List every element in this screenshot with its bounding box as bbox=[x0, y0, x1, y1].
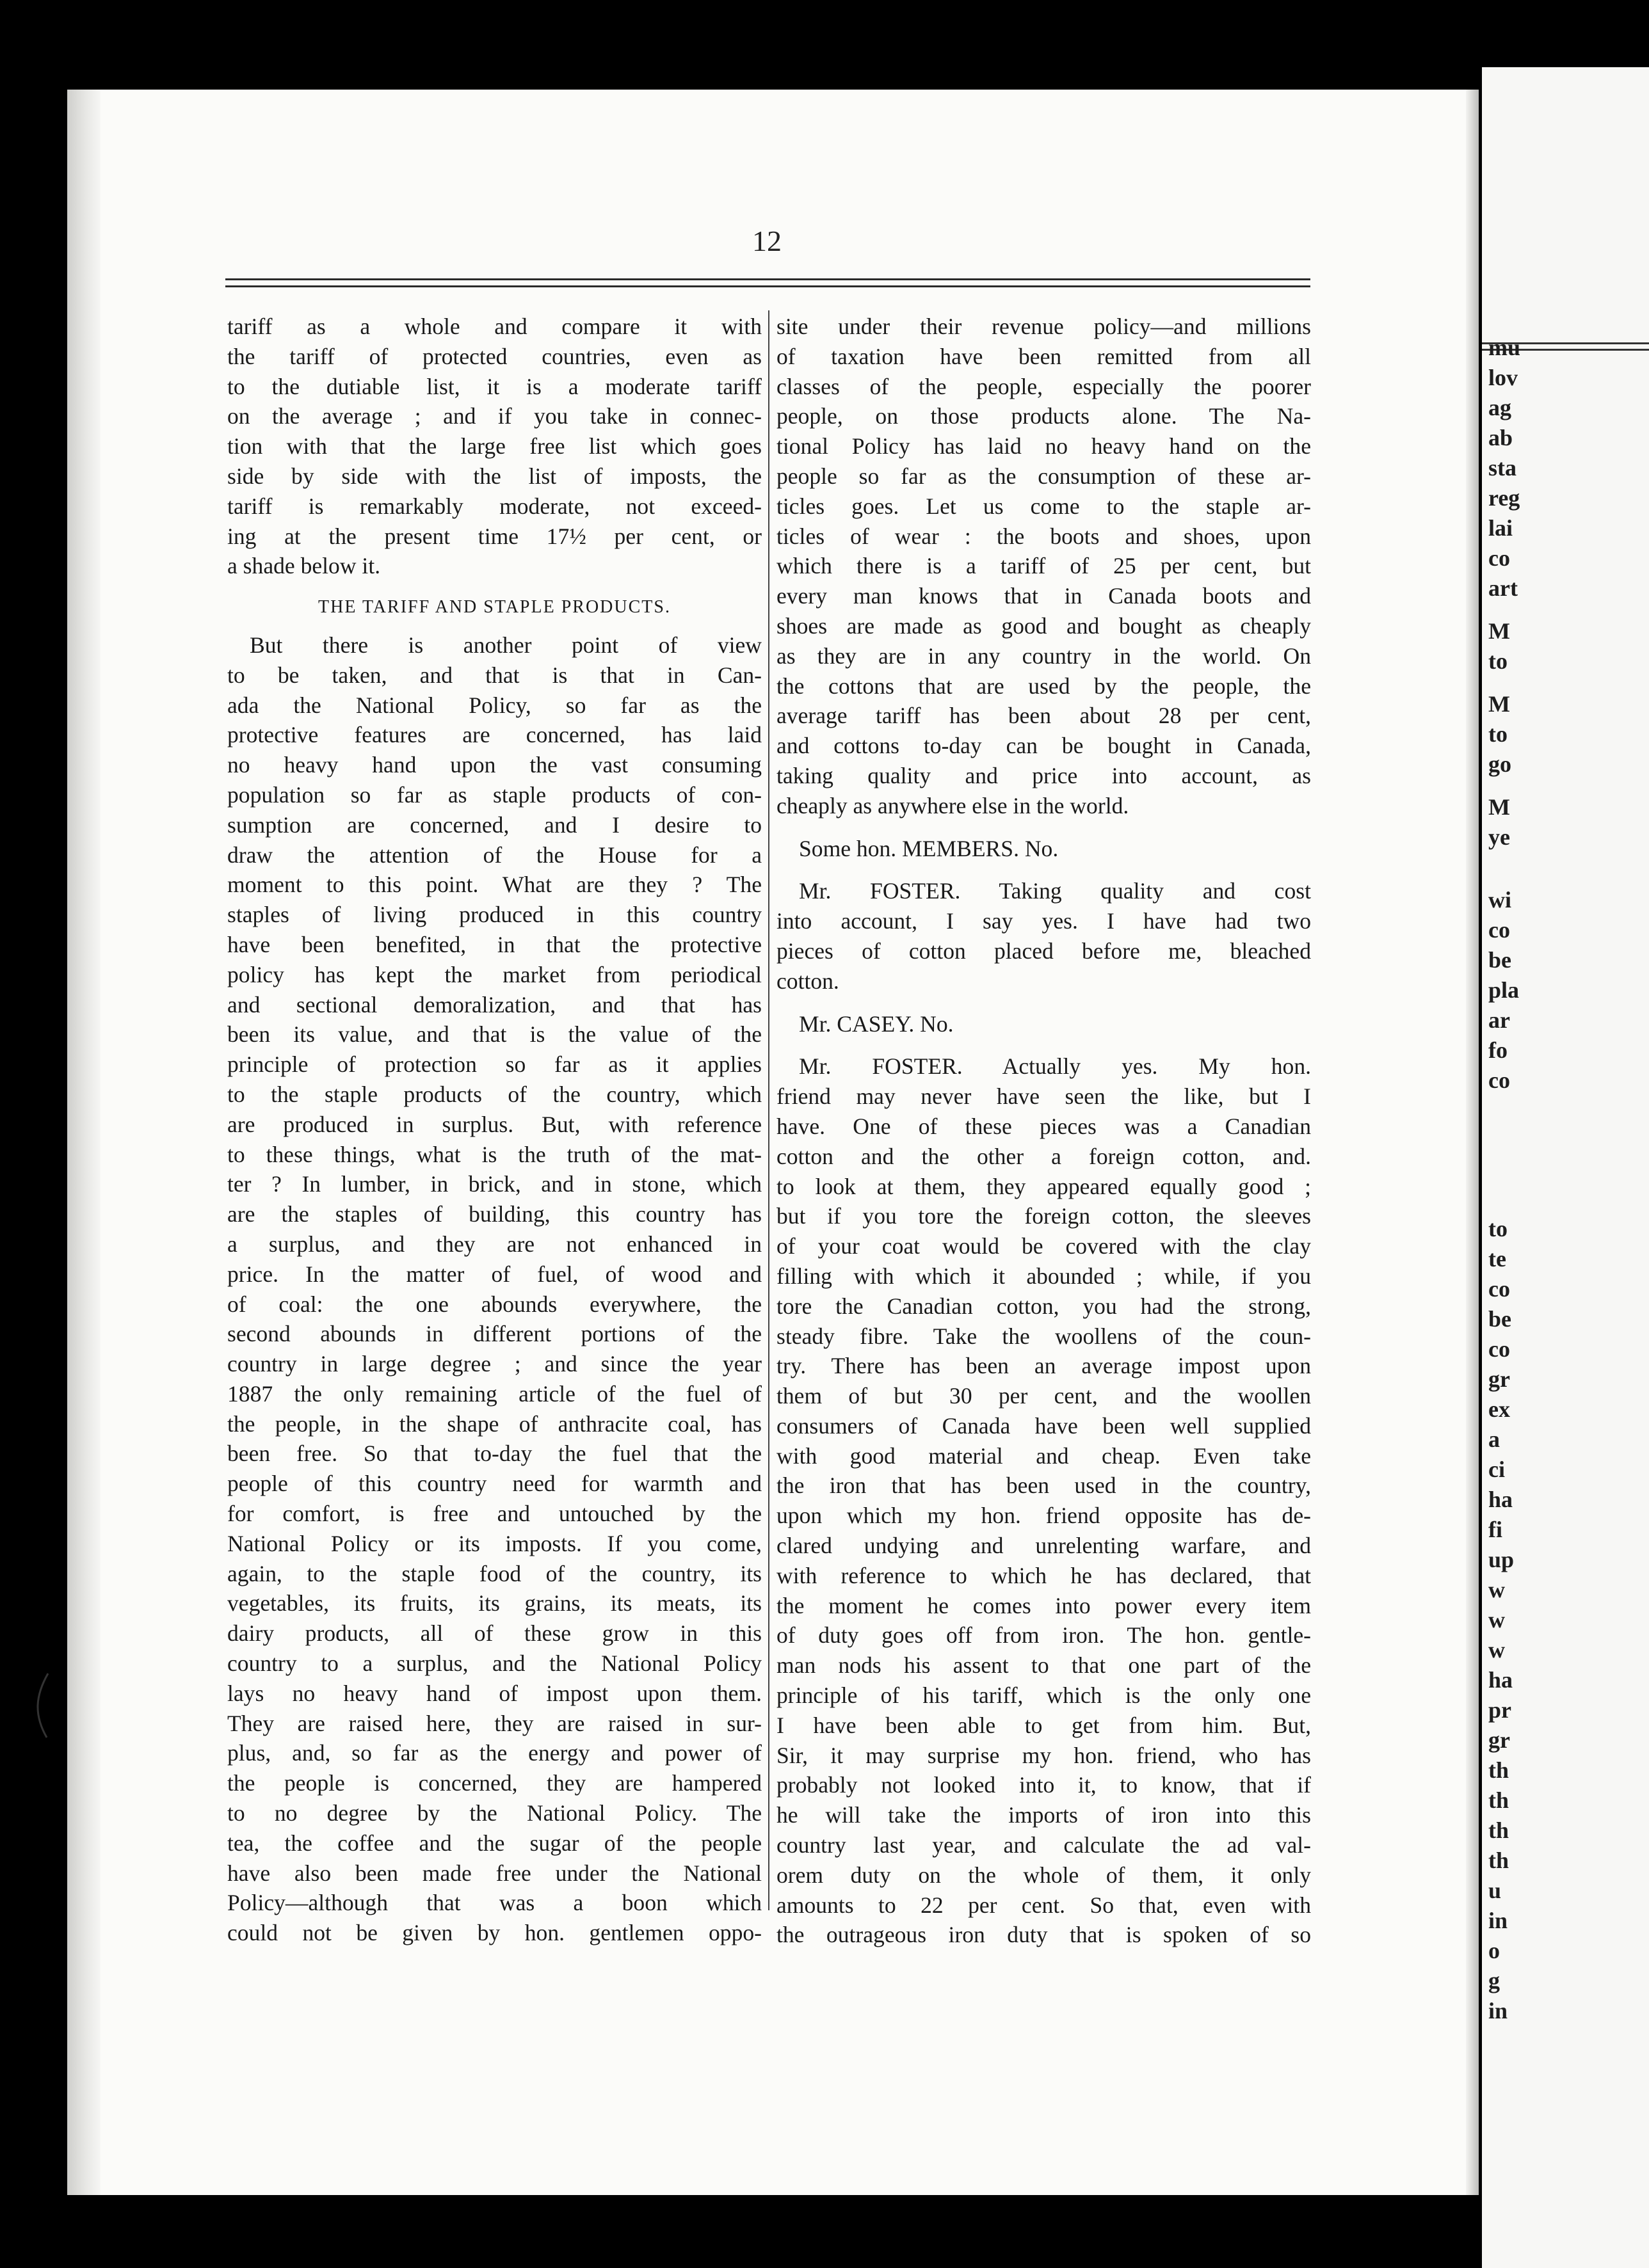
text-line: been its value, and that is the value of the bbox=[227, 1021, 762, 1048]
text-line: Mr. FOSTER. Actually yes. My hon. bbox=[799, 1053, 1311, 1080]
text-line: with good material and cheap. Even take bbox=[776, 1442, 1311, 1469]
adjacent-page-fragment: pr bbox=[1488, 1697, 1511, 1723]
adjacent-page-fragment: gr bbox=[1488, 1366, 1510, 1392]
text-line: to the dutiable list, it is a moderate tariff bbox=[227, 373, 762, 399]
text-line: of coal: the one abounds everywhere, the bbox=[227, 1291, 762, 1317]
column-divider bbox=[768, 310, 769, 1910]
text-line: the moment he comes into power every item bbox=[776, 1592, 1311, 1618]
text-line: classes of the people, especially the poorer bbox=[776, 373, 1311, 399]
adjacent-page-fragment: M bbox=[1488, 691, 1510, 717]
adjacent-page-fragment: in bbox=[1488, 1908, 1508, 1933]
adjacent-page-fragment: to bbox=[1488, 721, 1508, 747]
text-line: population so far as staple products of con- bbox=[227, 781, 762, 808]
text-line: cotton. bbox=[776, 968, 839, 994]
adjacent-page-fragment: ha bbox=[1488, 1667, 1513, 1693]
text-line: have. One of these pieces was a Canadian bbox=[776, 1113, 1311, 1139]
text-line: no heavy hand upon the vast consuming bbox=[227, 752, 762, 778]
adjacent-page-fragment: art bbox=[1488, 575, 1518, 601]
interjection-casey: Mr. CASEY. No. bbox=[799, 1010, 954, 1037]
adjacent-page-fragment: up bbox=[1488, 1547, 1515, 1572]
adjacent-page-fragment: reg bbox=[1488, 485, 1520, 511]
text-line: cotton and the other a foreign cotton, and. bbox=[776, 1143, 1311, 1169]
text-line: probably not looked into it, to know, that if bbox=[776, 1772, 1311, 1798]
text-line: country in large degree ; and since the year bbox=[227, 1351, 762, 1377]
text-line: ticles goes. Let us come to the staple ar- bbox=[776, 493, 1311, 519]
text-line: people of this country need for warmth and bbox=[227, 1471, 762, 1497]
adjacent-page-fragment: g bbox=[1488, 1968, 1500, 1993]
text-line: cheaply as anywhere else in the world. bbox=[776, 792, 1129, 819]
text-line: as they are in any country in the world. On bbox=[776, 643, 1311, 669]
text-line: a surplus, and they are not enhanced in bbox=[227, 1231, 762, 1257]
adjacent-page-fragment: co bbox=[1488, 917, 1510, 943]
adjacent-page-fragment: th bbox=[1488, 1757, 1509, 1783]
adjacent-page-fragment: co bbox=[1488, 545, 1510, 571]
right-paragraph-2 bbox=[776, 876, 1311, 996]
text-line: have been benefited, in that the protective bbox=[227, 931, 762, 957]
text-line: Sir, it may surprise my hon. friend, who has bbox=[776, 1742, 1311, 1768]
adjacent-page-fragment: in bbox=[1488, 1998, 1508, 2024]
text-line: tion with that the large free list which goes bbox=[227, 433, 762, 459]
adjacent-page-fragment: co bbox=[1488, 1067, 1510, 1093]
text-line: are produced in surplus. But, with reference bbox=[227, 1111, 762, 1137]
adjacent-page-fragment: th bbox=[1488, 1848, 1509, 1873]
adjacent-page-edge bbox=[1482, 67, 1649, 2268]
text-line: moment to this point. What are they ? The bbox=[227, 872, 762, 898]
text-line: man nods his assent to that one part of the bbox=[776, 1652, 1311, 1679]
interjection-members: Some hon. MEMBERS. No. bbox=[799, 835, 1059, 861]
text-line: I have been able to get from him. But, bbox=[776, 1712, 1311, 1738]
text-line: staples of living produced in this country bbox=[227, 902, 762, 928]
text-line: of your coat would be covered with the clay bbox=[776, 1233, 1311, 1259]
text-line: the outrageous iron duty that is spoken of so bbox=[776, 1922, 1311, 1948]
text-line: country to a surplus, and the National Policy bbox=[227, 1650, 762, 1677]
adjacent-page-fragment: fi bbox=[1488, 1517, 1502, 1542]
text-line: ing at the present time 17½ per cent, or bbox=[227, 523, 762, 549]
text-line: policy has kept the market from periodical bbox=[227, 961, 762, 987]
text-line: again, to the staple food of the country, its bbox=[227, 1560, 762, 1586]
text-line: tea, the coffee and the sugar of the people bbox=[227, 1830, 762, 1856]
left-body-paragraph bbox=[227, 630, 762, 1948]
adjacent-page-fragment: w bbox=[1488, 1577, 1505, 1602]
adjacent-page-fragment: co bbox=[1488, 1336, 1510, 1362]
text-line: to look at them, they appeared equally good ; bbox=[776, 1173, 1311, 1199]
text-line: shoes are made as good and bought as cheaply bbox=[776, 612, 1311, 639]
text-line: taking quality and price into account, as bbox=[776, 762, 1311, 788]
text-line: of taxation have been remitted from all bbox=[776, 343, 1311, 369]
text-line: people, on those products alone. The Na- bbox=[776, 403, 1311, 429]
text-line: of duty goes off from iron. The hon. gentle- bbox=[776, 1622, 1311, 1649]
page-gutter-shadow bbox=[1466, 90, 1479, 2195]
text-line: orem duty on the whole of them, it only bbox=[776, 1862, 1311, 1888]
adjacent-page-fragment: go bbox=[1488, 751, 1511, 777]
adjacent-page-fragment: to bbox=[1488, 648, 1508, 674]
text-line: Policy—although that was a boon which bbox=[227, 1890, 762, 1916]
text-line: on the average ; and if you take in connec- bbox=[227, 403, 762, 429]
adjacent-page-fragment: ar bbox=[1488, 1007, 1510, 1033]
adjacent-page-fragment: pla bbox=[1488, 977, 1520, 1003]
text-line: been free. So that to-day the fuel that the bbox=[227, 1441, 762, 1467]
text-line: consumers of Canada have been well supplied bbox=[776, 1412, 1311, 1439]
adjacent-page-fragment: M bbox=[1488, 794, 1510, 820]
text-line: into account, I say yes. I have had two bbox=[776, 908, 1311, 934]
right-column bbox=[776, 312, 1311, 1950]
text-line: price. In the matter of fuel, of wood and bbox=[227, 1261, 762, 1287]
text-line: are the staples of building, this country has bbox=[227, 1201, 762, 1227]
adjacent-page-fragment: o bbox=[1488, 1938, 1500, 1963]
adjacent-page-fragment: M bbox=[1488, 618, 1510, 644]
adjacent-page-fragment: ex bbox=[1488, 1396, 1510, 1422]
text-line: to the staple products of the country, which bbox=[227, 1081, 762, 1107]
text-line: pieces of cotton placed before me, bleached bbox=[776, 938, 1311, 964]
margin-pencil-mark bbox=[29, 1670, 54, 1741]
adjacent-page-fragment: w bbox=[1488, 1637, 1505, 1663]
text-line: National Policy or its imposts. If you come, bbox=[227, 1530, 762, 1556]
adjacent-page-fragment: te bbox=[1488, 1246, 1506, 1272]
adjacent-page-fragment: lov bbox=[1488, 365, 1518, 390]
right-paragraph-3 bbox=[776, 1051, 1311, 1950]
text-line: a shade below it. bbox=[227, 553, 381, 579]
text-line: to be taken, and that is that in Can- bbox=[227, 662, 762, 688]
text-line: vegetables, its fruits, its grains, its meats, its bbox=[227, 1590, 762, 1617]
text-line: the iron that has been used in the country, bbox=[776, 1473, 1311, 1499]
right-paragraph-1 bbox=[776, 312, 1311, 821]
text-line: They are raised here, they are raised in sur- bbox=[227, 1710, 762, 1736]
text-line: dairy products, all of these grow in this bbox=[227, 1620, 762, 1647]
adjacent-page-fragment: ag bbox=[1488, 395, 1511, 420]
adjacent-page-fragment: th bbox=[1488, 1787, 1509, 1813]
text-line: steady fibre. Take the woollens of the coun- bbox=[776, 1323, 1311, 1349]
text-line: have also been made free under the National bbox=[227, 1860, 762, 1886]
left-intro-paragraph bbox=[227, 312, 762, 581]
adjacent-page-fragment: wi bbox=[1488, 887, 1511, 913]
text-line: the cottons that are used by the people, the bbox=[776, 673, 1311, 699]
adjacent-page-fragment: sta bbox=[1488, 455, 1516, 481]
text-line: sumption are concerned, and I desire to bbox=[227, 811, 762, 838]
text-line: principle of his tariff, which is the only one bbox=[776, 1682, 1311, 1709]
text-line: for comfort, is free and untouched by the bbox=[227, 1501, 762, 1527]
adjacent-page-fragment: be bbox=[1488, 1306, 1511, 1332]
text-line: tariff as a whole and compare it with bbox=[227, 314, 762, 339]
text-line: every man knows that in Canada boots and bbox=[776, 583, 1311, 609]
text-line: Mr. FOSTER. Taking quality and cost bbox=[799, 878, 1311, 904]
section-heading: THE TARIFF AND STAPLE PRODUCTS. bbox=[318, 597, 671, 618]
text-line: lays no heavy hand of impost upon them. bbox=[227, 1680, 762, 1706]
text-line: friend may never have seen the like, but I bbox=[776, 1083, 1311, 1110]
adjacent-page-fragment: gr bbox=[1488, 1727, 1510, 1753]
text-line: protective features are concerned, has laid bbox=[227, 722, 762, 748]
text-line: to these things, what is the truth of the mat- bbox=[227, 1141, 762, 1167]
text-line: ada the National Policy, so far as the bbox=[227, 692, 762, 718]
text-line: But there is another point of view bbox=[250, 632, 762, 658]
text-line: and sectional demoralization, and that has bbox=[227, 991, 762, 1018]
text-line: side by side with the list of imposts, the bbox=[227, 463, 762, 489]
adjacent-page-fragment: fo bbox=[1488, 1037, 1508, 1063]
text-line: draw the attention of the House for a bbox=[227, 842, 762, 868]
header-rule-top bbox=[225, 278, 1310, 280]
text-line: site under their revenue policy—and millions bbox=[776, 314, 1311, 339]
text-line: which there is a tariff of 25 per cent, but bbox=[776, 553, 1311, 579]
text-line: the tariff of protected countries, even as bbox=[227, 343, 762, 369]
header-rule-bottom bbox=[225, 285, 1310, 287]
text-line: average tariff has been about 28 per cent, bbox=[776, 703, 1311, 729]
adjacent-page-fragment: ab bbox=[1488, 425, 1513, 451]
text-line: plus, and, so far as the energy and power of bbox=[227, 1740, 762, 1766]
adjacent-page-fragment: ye bbox=[1488, 824, 1510, 850]
text-line: clared undying and unrelenting warfare, and bbox=[776, 1533, 1311, 1559]
adjacent-page-fragment: mu bbox=[1488, 335, 1521, 360]
text-line: try. There has been an average impost upon bbox=[776, 1353, 1311, 1379]
text-line: people so far as the consumption of these ar- bbox=[776, 463, 1311, 489]
text-line: the people, in the shape of anthracite coal, has bbox=[227, 1410, 762, 1437]
text-line: but if you tore the foreign cotton, the sleeves bbox=[776, 1203, 1311, 1229]
text-line: upon which my hon. friend opposite has de- bbox=[776, 1503, 1311, 1529]
adjacent-page-fragment: be bbox=[1488, 947, 1511, 973]
text-line: amounts to 22 per cent. So that, even with bbox=[776, 1892, 1311, 1918]
text-line: to no degree by the National Policy. The bbox=[227, 1800, 762, 1826]
text-line: 1887 the only remaining article of the fuel of bbox=[227, 1380, 762, 1407]
text-line: with reference to which he has declared, that bbox=[776, 1562, 1311, 1588]
adjacent-page-fragment: w bbox=[1488, 1607, 1505, 1633]
text-line: the people is concerned, they are hampered bbox=[227, 1770, 762, 1796]
text-line: second abounds in different portions of the bbox=[227, 1321, 762, 1347]
text-line: filling with which it abounded ; while, if you bbox=[776, 1263, 1311, 1289]
text-line: and cottons to-day can be bought in Canada, bbox=[776, 733, 1311, 759]
text-line: country last year, and calculate the ad val- bbox=[776, 1832, 1311, 1858]
adjacent-page-fragment: lai bbox=[1488, 515, 1513, 541]
text-line: ticles of wear : the boots and shoes, upon bbox=[776, 523, 1311, 549]
text-line: could not be given by hon. gentlemen oppo- bbox=[227, 1920, 762, 1946]
adjacent-page-fragment: u bbox=[1488, 1878, 1502, 1903]
left-column bbox=[227, 312, 762, 1948]
text-line: them of but 30 per cent, and the woollen bbox=[776, 1383, 1311, 1409]
text-line: tional Policy has laid no heavy hand on the bbox=[776, 433, 1311, 459]
adjacent-page-fragment: co bbox=[1488, 1276, 1510, 1302]
page-number: 12 bbox=[752, 225, 782, 257]
adjacent-page-fragment: ci bbox=[1488, 1457, 1505, 1482]
text-line: tore the Canadian cotton, you had the strong, bbox=[776, 1293, 1311, 1319]
text-line: tariff is remarkably moderate, not exceed- bbox=[227, 493, 762, 519]
text-line: ter ? In lumber, in brick, and in stone, which bbox=[227, 1171, 762, 1197]
text-line: he will take the imports of iron into this bbox=[776, 1802, 1311, 1828]
adjacent-page-fragment: th bbox=[1488, 1817, 1509, 1843]
adjacent-page-fragment: ha bbox=[1488, 1487, 1513, 1512]
text-line: principle of protection so far as it applies bbox=[227, 1051, 762, 1078]
adjacent-page-fragment: a bbox=[1488, 1426, 1500, 1452]
adjacent-page-fragment: to bbox=[1488, 1216, 1508, 1242]
page-binding-edge bbox=[67, 90, 101, 2195]
